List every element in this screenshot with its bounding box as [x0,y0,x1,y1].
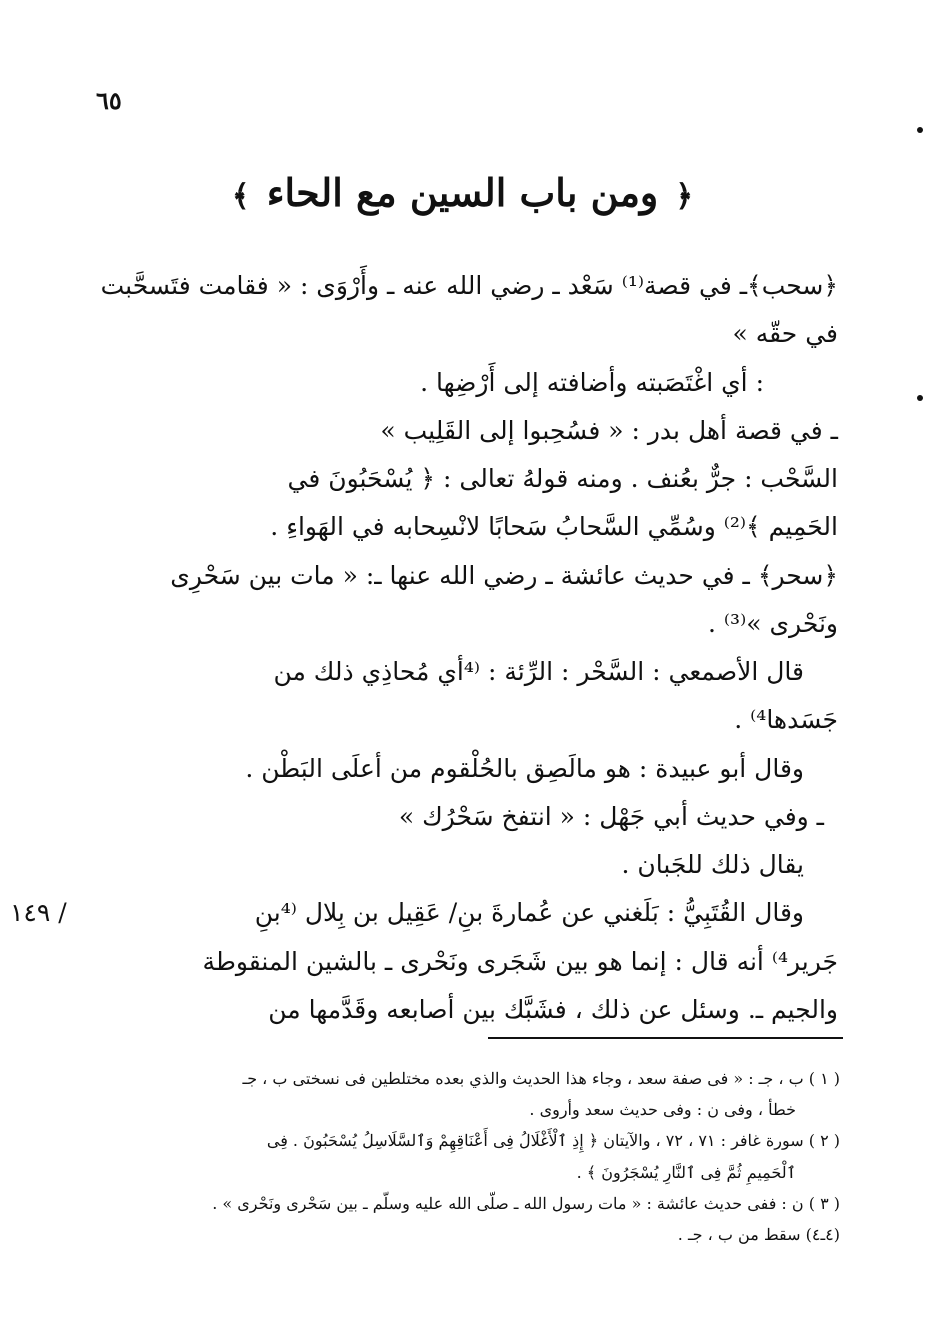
ornament-open-icon: ﴿ [675,179,694,214]
footnote-divider [488,1037,843,1039]
qutabi-line1 [10,889,838,937]
sahb-definition-line2: الحَمِيم ﴾⁽²⁾ وسُمِّي السَّحابُ سَحابًا لانْسِحابه في الهَواءِ . [270,512,838,542]
entry-sahb-line1: ﴿سحب﴾ـ في قصة⁽¹⁾ سَعْد ـ رضي الله عنه ـ وأَرْوَى : « فقامت فتَسحَّبت [100,271,838,300]
page-number: ٦٥ [96,86,122,115]
qutabi-line1-text: وقال القُتَبِيُّ : بَلَغني عن عُمارةَ بنِ/ عَقِيل بن بِلال ⁽⁴بنِ [254,898,804,928]
badr-line: ـ في قصة أهل بدر : « فسُحِبوا إلى القَلِيب » [380,415,838,445]
margin-speck [917,395,923,401]
entry-sahr-line1: ﴿سحر﴾ ـ في حديث عائشة ـ رضي الله عنها ـ: « مات بين سَحْرِى [170,560,838,590]
footnote-1-line1: ( ١ ) ب ، جـ : « فى صفة سعد ، وجاء هذا الحديث والذي بعده مختلطين فى نسختى ب ، جـ [242,1069,840,1088]
ornament-close-icon: ﴾ [231,179,250,214]
entry-sahr-line2: ونَحْرى »⁽³⁾ . [708,608,838,638]
gloss-line: : أي اغْتَصَبته وأضافته إلى أَرْضِها . [420,367,764,397]
abu-ubayda-line: وقال أبو عبيدة : هو مالَصِق بالحُلْقوم من أعلَى البَطْن . [245,753,804,783]
coward-line: يقال ذلك للجَبان . [621,850,804,879]
sahb-definition-line1: السَّحْب : جرٌّ بعُنف . ومنه قولهُ تعالى : ﴿ يُسْحَبُونَ في [287,464,838,493]
qutabi-line2: جَرير⁴⁾ أنه قال : إنما هو بين شَجَرى ونَحْرى ـ بالشين المنقوطة [202,946,838,976]
abu-jahl-line: ـ وفي حديث أبي جَهْل : « انتفخ سَحْرُك » [398,801,824,831]
margin-speck [917,127,923,133]
asmai-line1: قال الأصمعي : السَّحْر : الرِّئة : ⁽⁴أي مُحاذِي ذلك من [273,657,804,686]
folio-marker: ١٤٩ / [10,898,67,928]
footnote-2-line1: ( ٢ ) سورة غافر : ٧١ ، ٧٢ ، والآيتان ﴿ إِذِ ٱلْأَغْلَالُ فِى أَعْنَاقِهِمْ وَٱلسَّلَاسِلُ يُسْحَبُونَ . فِى [266,1131,840,1151]
chapter-title: ومن باب السين مع الحاء [266,170,659,215]
main-text [10,262,838,1034]
footnote-2-line2: ٱلْحَمِيمِ ثُمَّ فِى ٱلنَّارِ يُسْجَرُونَ ﴾ . [576,1162,796,1182]
footnotes [88,1063,840,1250]
chapter-heading [0,170,925,215]
footnote-1-line2: خطأ ، وفى ن : وفى حديث سعد وأروى . [529,1100,796,1120]
asmai-line2: جَسَدها⁴⁾ . [734,705,838,735]
qutabi-line3: والجيم ـ. وسئل عن ذلك ، فشَبَّك بين أصابعه وقَدَّمها من [268,994,838,1024]
entry-sahb-line2: في حقّه » [732,319,838,349]
footnote-3: ( ٣ ) ن : ففى حديث عائشة : « مات رسول الله ـ صلّى الله عليه وسلّم ـ بين سَحْرى ونَحْرى » . [212,1193,840,1213]
footnote-4: (٤ـ٤) سقط من ب ، جـ . [677,1224,840,1244]
